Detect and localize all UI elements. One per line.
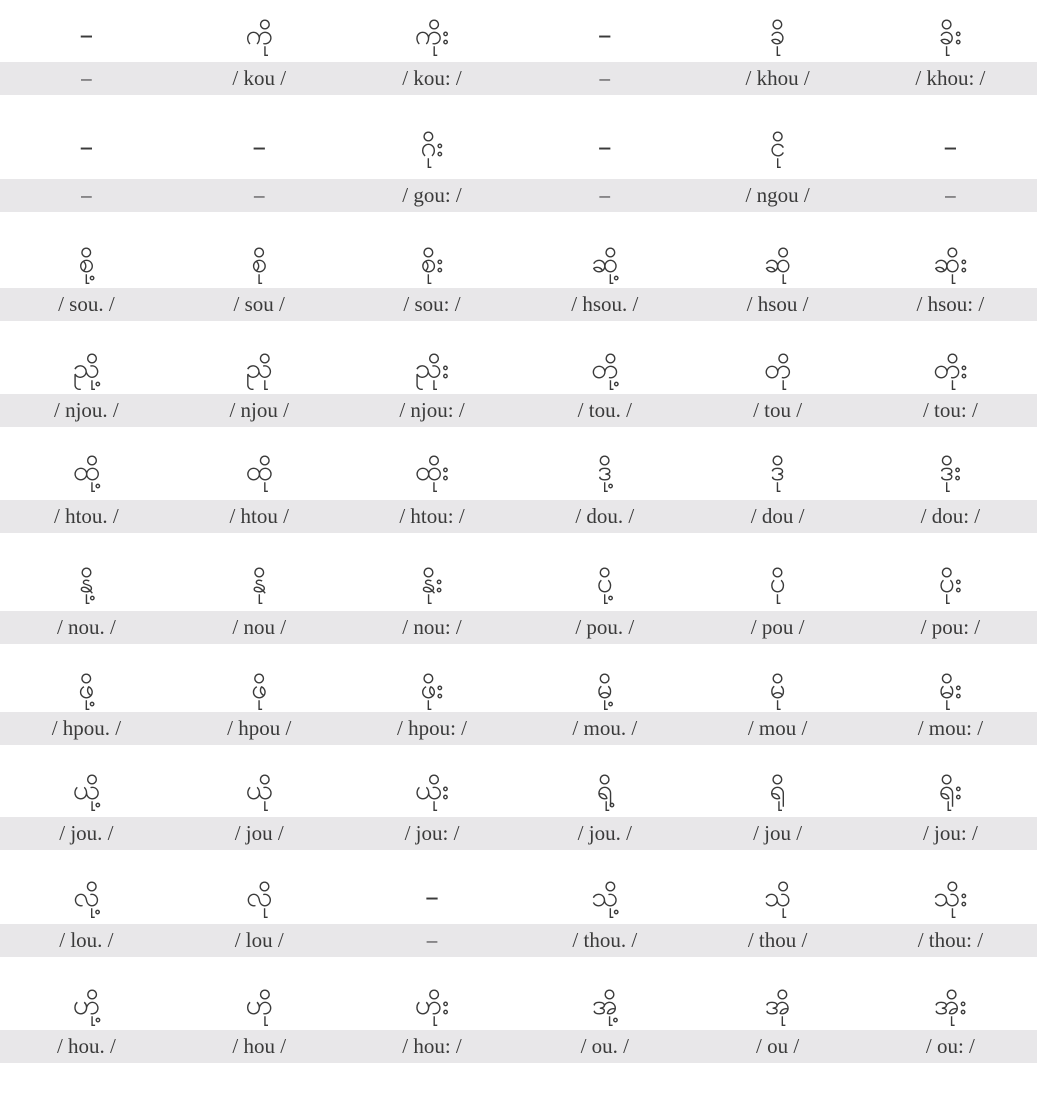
script-cell: – xyxy=(424,880,439,913)
script-cell: ကို xyxy=(245,18,273,51)
script-cell: လို xyxy=(246,880,273,913)
script-cell: နို့ xyxy=(79,566,94,599)
script-cell: ဆိုး xyxy=(933,246,968,279)
script-cell: တို xyxy=(763,352,792,385)
romanization-cell: / jou. / xyxy=(59,821,114,845)
romanization-cell: / mou. / xyxy=(572,716,638,740)
script-cell: ပို xyxy=(769,566,786,599)
script-cell: – xyxy=(79,130,94,163)
romanization-cell: / khou: / xyxy=(915,66,986,90)
script-cell: စို့ xyxy=(78,246,95,279)
romanization-cell: / thou. / xyxy=(572,928,638,952)
romanization-cell: / hpou. / xyxy=(51,716,122,740)
romanization-cell: / pou. / xyxy=(575,615,635,639)
romanization-cell: – xyxy=(599,66,611,90)
romanization-cell: / thou / xyxy=(747,928,808,952)
romanization-cell: / nou: / xyxy=(402,615,462,639)
romanization-cell: / dou: / xyxy=(920,504,981,528)
romanization-cell: / jou. / xyxy=(577,821,632,845)
romanization-cell: – xyxy=(253,183,265,207)
romanization-cell: / mou: / xyxy=(917,716,984,740)
script-row xyxy=(0,558,1037,608)
romanization-cell: / ngou / xyxy=(745,183,810,207)
script-cell: ခိုး xyxy=(938,18,962,51)
romanization-cell: / nou. / xyxy=(56,615,116,639)
script-cell: အို xyxy=(764,988,791,1021)
romanization-cell: / tou: / xyxy=(922,398,978,422)
script-cell: – xyxy=(597,130,612,163)
romanization-cell: / hou. / xyxy=(56,1034,116,1058)
romanization-cell: / ou: / xyxy=(925,1034,975,1058)
script-cell: ထိုး xyxy=(414,454,450,487)
script-cell: – xyxy=(597,18,612,51)
script-cell: တို့ xyxy=(591,352,619,385)
romanization-row xyxy=(0,394,1037,427)
romanization-row xyxy=(0,611,1037,644)
script-cell: စို xyxy=(251,246,268,279)
romanization-cell: – xyxy=(945,183,956,207)
script-cell: ဒို့ xyxy=(597,454,613,487)
script-row xyxy=(0,872,1037,922)
romanization-cell: / dou / xyxy=(750,504,805,528)
script-cell: သိုး xyxy=(933,880,968,913)
script-cell: ပိုး xyxy=(938,566,962,599)
romanization-cell: / pou: / xyxy=(920,615,981,639)
script-cell: ဖို့ xyxy=(78,672,95,705)
script-cell: မိုး xyxy=(938,672,962,705)
script-cell: ခို xyxy=(769,18,786,51)
romanization-cell: / jou: / xyxy=(404,821,460,845)
script-cell: ဟို xyxy=(245,988,273,1021)
romanization-cell: – xyxy=(599,183,611,207)
romanization-cell: / nou / xyxy=(232,615,287,639)
romanization-cell: / kou / xyxy=(232,66,287,90)
romanization-cell: / hsou. / xyxy=(571,292,639,316)
romanization-cell: / ou / xyxy=(756,1034,800,1058)
romanization-row xyxy=(0,179,1037,212)
romanization-cell: / jou: / xyxy=(922,821,978,845)
script-cell: – xyxy=(252,130,267,163)
script-cell: ရို့ xyxy=(596,773,613,806)
romanization-cell: / thou: / xyxy=(917,928,984,952)
romanization-cell: / sou: / xyxy=(403,292,461,316)
romanization-cell: / hou / xyxy=(232,1034,287,1058)
script-cell: ညိုး xyxy=(414,352,450,385)
script-cell: သို xyxy=(764,880,792,913)
script-cell: ရို xyxy=(769,773,786,806)
script-cell: ယို xyxy=(245,773,273,806)
romanization-cell: / gou: / xyxy=(402,183,462,207)
script-row xyxy=(0,344,1037,394)
script-row xyxy=(0,446,1037,496)
script-cell: အို့ xyxy=(591,988,618,1021)
romanization-cell: / lou / xyxy=(234,928,284,952)
romanization-row xyxy=(0,712,1037,745)
script-cell: ငို xyxy=(769,130,786,163)
script-cell: ဖို xyxy=(251,672,268,705)
romanization-cell: – xyxy=(426,928,438,952)
script-cell: လို့ xyxy=(73,880,100,913)
script-cell: ဆို့ xyxy=(591,246,619,279)
script-cell: ယို့ xyxy=(72,773,100,806)
script-cell: နို xyxy=(251,566,267,599)
romanization-cell: / lou. / xyxy=(59,928,114,952)
script-cell: ဟို့ xyxy=(72,988,101,1021)
romanization-cell: / jou / xyxy=(753,821,803,845)
romanization-cell: / sou / xyxy=(233,292,285,316)
romanization-cell: / hsou / xyxy=(746,292,809,316)
script-cell: ဟိုး xyxy=(414,988,450,1021)
script-cell: ထို xyxy=(245,454,273,487)
script-row xyxy=(0,664,1037,714)
script-cell: ဂိုး xyxy=(420,130,444,163)
script-cell: ညို xyxy=(245,352,273,385)
romanization-cell: / sou. / xyxy=(58,292,115,316)
romanization-cell: / htou / xyxy=(229,504,289,528)
romanization-cell: – xyxy=(81,183,92,207)
script-cell: ယိုး xyxy=(414,773,450,806)
romanization-cell: / ou. / xyxy=(580,1034,629,1058)
script-cell: ထို့ xyxy=(72,454,100,487)
script-row xyxy=(0,238,1037,288)
script-row xyxy=(0,980,1037,1030)
romanization-cell: / tou. / xyxy=(577,398,632,422)
script-cell: သို့ xyxy=(591,880,619,913)
romanization-cell: / njou / xyxy=(229,398,289,422)
script-cell: ဒိုး xyxy=(939,454,962,487)
romanization-cell: / hou: / xyxy=(402,1034,462,1058)
script-cell: အိုး xyxy=(933,988,967,1021)
script-cell: ပို့ xyxy=(596,566,613,599)
romanization-cell: / pou / xyxy=(750,615,805,639)
romanization-cell: / hpou / xyxy=(227,716,292,740)
script-cell: ဒို xyxy=(770,454,785,487)
script-cell: တိုး xyxy=(933,352,968,385)
romanization-cell: / jou / xyxy=(234,821,284,845)
romanization-row xyxy=(0,288,1037,321)
script-cell: ညို့ xyxy=(72,352,100,385)
romanization-row xyxy=(0,817,1037,850)
romanization-cell: / mou / xyxy=(747,716,808,740)
script-cell: ကိုး xyxy=(414,18,450,51)
romanization-cell: / khou / xyxy=(745,66,810,90)
script-cell: မို့ xyxy=(596,672,613,705)
script-cell: ဖိုး xyxy=(420,672,444,705)
romanization-cell: / htou: / xyxy=(399,504,465,528)
script-row xyxy=(0,10,1037,60)
romanization-row xyxy=(0,924,1037,957)
script-row xyxy=(0,765,1037,815)
script-cell: ဆို xyxy=(764,246,792,279)
script-cell: ရိုး xyxy=(938,773,962,806)
romanization-cell: / njou: / xyxy=(399,398,465,422)
script-cell: စိုး xyxy=(420,246,444,279)
romanization-cell: / htou. / xyxy=(54,504,119,528)
script-row xyxy=(0,122,1037,172)
script-cell: နိုး xyxy=(421,566,443,599)
romanization-cell: / kou: / xyxy=(402,66,462,90)
romanization-cell: / hpou: / xyxy=(396,716,467,740)
romanization-cell: / hsou: / xyxy=(916,292,985,316)
romanization-row xyxy=(0,1030,1037,1063)
romanization-cell: – xyxy=(81,66,92,90)
romanization-cell: / njou. / xyxy=(54,398,119,422)
romanization-row xyxy=(0,500,1037,533)
romanization-cell: / dou. / xyxy=(575,504,635,528)
script-cell: မို xyxy=(769,672,786,705)
romanization-row xyxy=(0,62,1037,95)
script-cell: – xyxy=(79,18,94,51)
romanization-cell: / tou / xyxy=(753,398,803,422)
script-cell: – xyxy=(943,130,958,163)
